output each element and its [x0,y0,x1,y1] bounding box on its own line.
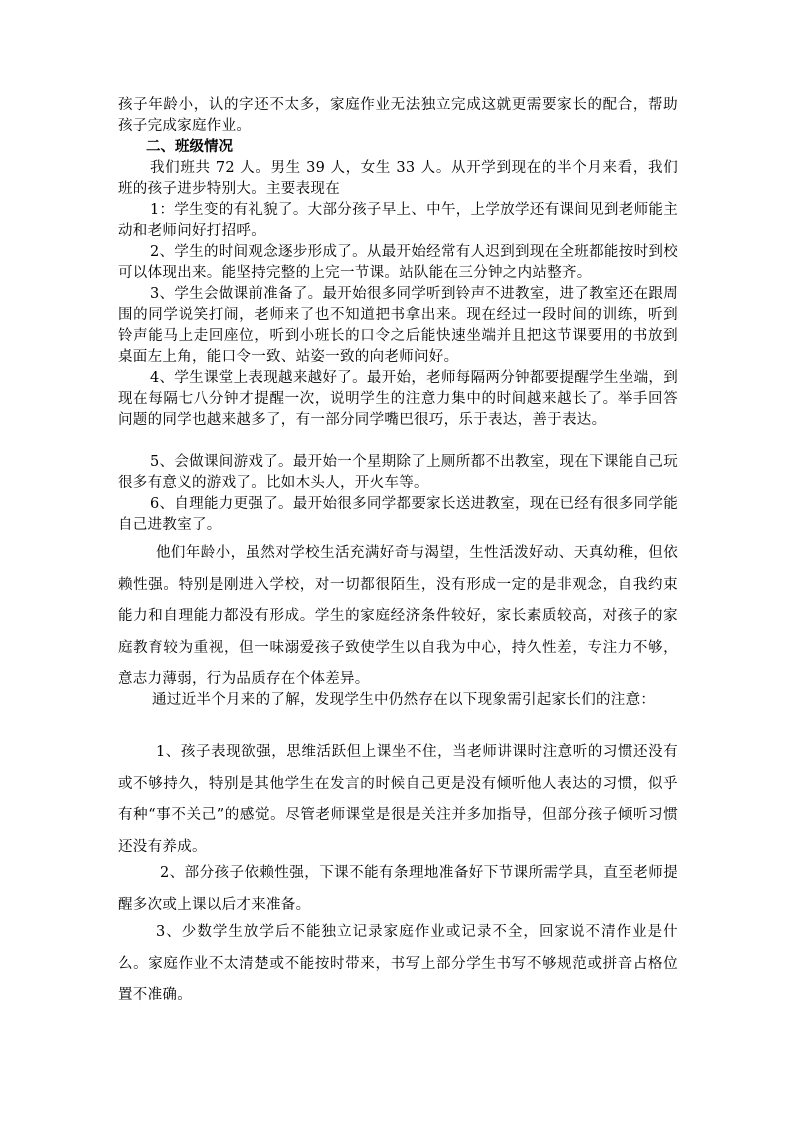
progress-item-4: 4、学生课堂上表现越来越好了。最开始，老师每隔两分钟都要提醒学生坐端，到现在每隔七八分钟才提醒一次，说明学生的注意力集中的时间越来越长了。举手回答问题的同学也越来越多了，有一部分同学嘴巴很巧，乐于表达，善于表达。 [118,370,678,428]
progress-item-3: 3、学生会做课前准备了。最开始很多同学听到铃声不进教室，进了教室还在跟周围的同学说笑打闹，老师来了也不知道把书拿出来。现在经过一段时间的训练，听到铃声能马上走回座位，听到小班长的口令之后能快速坐端并且把这节课要用的书放到桌面左上角，能口令一致、站姿一致的向老师问好。 [118,286,678,365]
section-heading: 二、班级情况 [146,139,233,155]
concern-item-3: 3、少数学生放学后不能独立记录家庭作业或记录不全，回家说不清作业是什么。家庭作业不太清楚或不能按时带来，书写上部分学生书写不够规范或拼音占格位置不准确。 [118,924,678,1003]
progress-item-6: 6、自理能力更强了。最开始很多同学都要家长送进教室，现在已经有很多同学能自己进教室了。 [118,496,678,533]
concern-item-2: 2、部分孩子依赖性强，下课不能有条理地准备好下节课所需学具，直至老师提醒多次或上课以后才来准备。 [118,865,678,913]
intro-paragraph: 孩子年龄小，认的字还不太多，家庭作业无法独立完成这就更需要家长的配合，帮助孩子完成家庭作业。 [118,97,678,134]
progress-item-1: 1：学生变的有礼貌了。大部分孩子早上、中午，上学放学还有课间见到老师能主动和老师问好打招呼。 [118,202,678,239]
concern-item-1: 1、孩子表现欲强，思维活跃但上课坐不住，当老师讲课时注意听的习惯还没有或不够持久，特别是其他学生在发言的时候自己更是没有倾听他人表达的习惯，似乎有种“事不关己”的感觉。尽管老师课堂是很是关注并多加指导，但部分孩子倾听习惯还没有养成。 [118,744,678,855]
observation-paragraph: 通过近半个月来的了解，发现学生中仍然存在以下现象需引起家长们的注意： [152,692,656,708]
class-size-paragraph: 我们班共 72 人。男生 39 人，女生 33 人。从开学到现在的半个月来看，我们班的孩子进步特别大。主要表现在 [118,160,678,197]
character-paragraph: 他们年龄小，虽然对学校生活充满好奇与渴望，生性活泼好动、天真幼稚，但依赖性强。特别是刚进入学校，对一切都很陌生，没有形成一定的是非观念，自我约束能力和自理能力都没有形成。学生的家庭经济条件较好，家长素质较高，对孩子的家庭教育较为重视，但一味溺爱孩子致使学生以自我为中心，持久性差，专注力不够，意志力薄弱，行为品质存在个体差异。 [118,545,678,687]
progress-item-2: 2、学生的时间观念逐步形成了。从最开始经常有人迟到到现在全班都能按时到校可以体现出来。能坚持完整的上完一节课。站队能在三分钟之内站整齐。 [118,244,678,281]
progress-item-5: 5、会做课间游戏了。最开始一个星期除了上厕所都不出教室，现在下课能自己玩很多有意义的游戏了。比如木头人，开火车等。 [118,454,678,491]
